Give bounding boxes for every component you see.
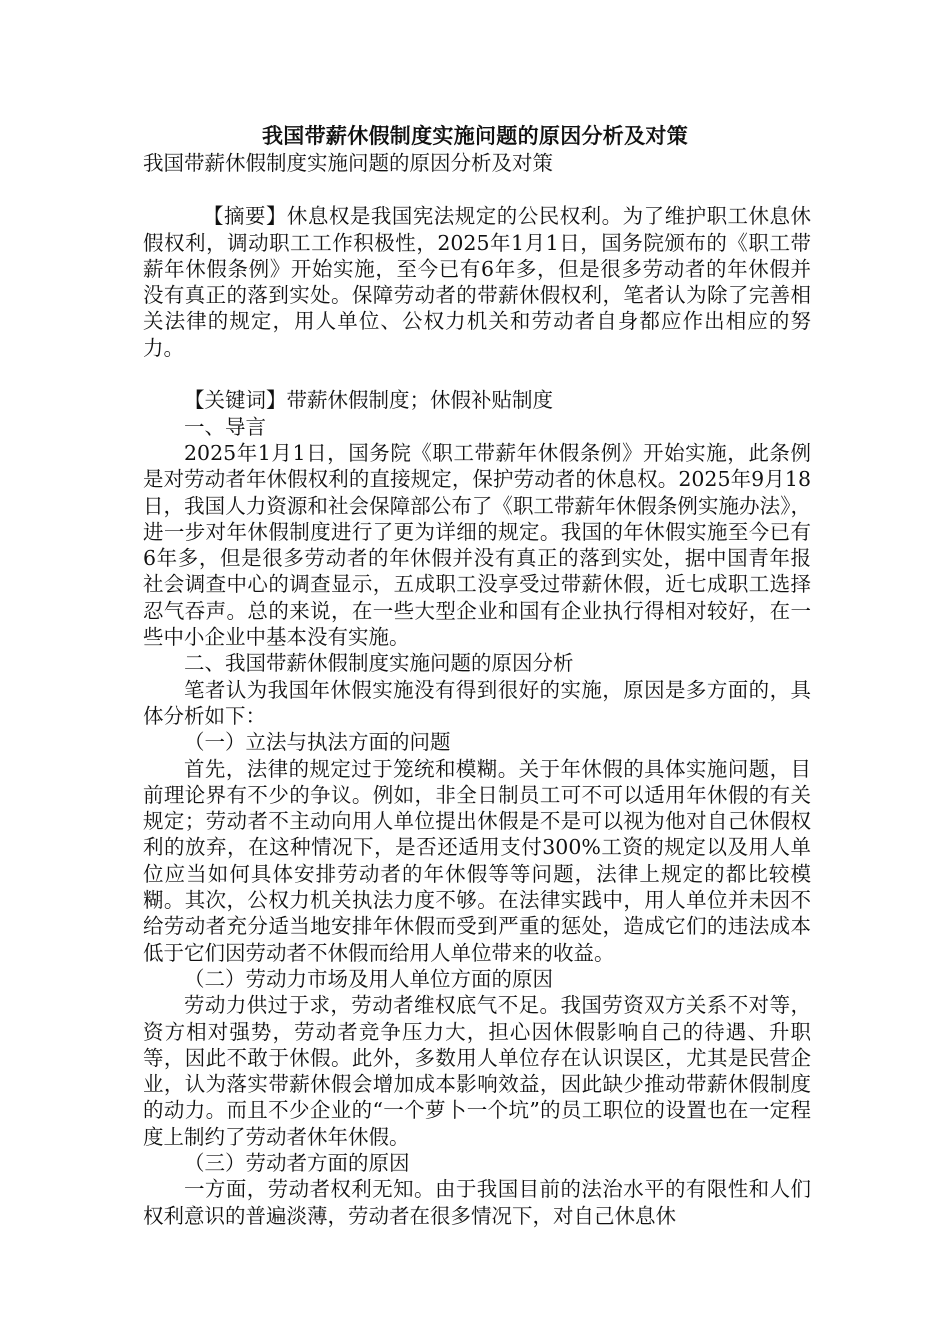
spacer [143,176,811,203]
body-paragraph: 2025年1月1日，国务院《职工带薪年休假条例》开始实施，此条例是对劳动者年休假权利的直接规定，保护劳动者的休息权。2025年9月18日，我国人力资源和社会保障部公布了《职工带薪年休假条例实施办法》，进一步对年休假制度进行了更为详细的规定。我国的年休假实施至今已有6年多，但是很多劳动者的年休假并没有真正的落到实处，据中国青年报社会调查中心的调查显示，五成职工没享受过带薪休假，近七成职工选择忍气吞声。总的来说，在一些大型企业和国有企业执行得相对较好，在一些中小企业中基本没有实施。 [143,440,811,650]
document-subtitle: 我国带薪休假制度实施问题的原因分析及对策 [143,151,553,175]
subsection-heading: （三）劳动者方面的原因 [184,1150,410,1175]
spacer [143,361,811,387]
body-paragraph: 一方面，劳动者权利无知。由于我国目前的法治水平的有限性和人们权利意识的普遍淡薄，劳动者在很多情况下，对自己休息休 [143,1177,811,1228]
body-paragraph: 首先，法律的规定过于笼统和模糊。关于年休假的具体实施问题，目前理论界有不少的争议。例如，非全日制员工可不可以适用年休假的有关规定；劳动者不主动向用人单位提出休假是不是可以视为他对自己休假权利的放弃，在这种情况下，是否还适用支付300%工资的规定以及用人单位应当如何具体安排劳动者的年休假等等问题，法律上规定的都比较模糊。其次，公权力机关执法力度不够。在法律实践中，用人单位并未因不给劳动者充分适当地安排年休假而受到严重的惩处，造成它们的违法成本低于它们因劳动者不休假而给用人单位带来的收益。 [143,756,811,965]
section-heading: 一、导言 [184,414,266,439]
subsection-heading: （一）立法与执法方面的问题 [184,730,451,755]
document-body [143,150,811,1229]
keywords-line: 【关键词】带薪休假制度；休假补贴制度 [184,388,553,413]
document-title: 我国带薪休假制度实施问题的原因分析及对策 [262,124,688,148]
subsection-heading: （二）劳动力市场及用人单位方面的原因 [184,966,553,991]
section-heading: 二、我国带薪休假制度实施问题的原因分析 [184,651,574,676]
body-paragraph: 劳动力供过于求，劳动者维权底气不足。我国劳资双方关系不对等，资方相对强势，劳动者竞争压力大，担心因休假影响自己的待遇、升职等，因此不敢于休假。此外，多数用人单位存在认识误区，尤其是民营企业，认为落实带薪休假会增加成本影响效益，因此缺少推动带薪休假制度的动力。而且不少企业的“一个萝卜一个坑”的员工职位的设置也在一定程度上制约了劳动者休年休假。 [143,993,811,1149]
body-paragraph: 笔者认为我国年休假实施没有得到很好的实施，原因是多方面的，具体分析如下： [143,677,811,728]
abstract-paragraph: 【摘要】休息权是我国宪法规定的公民权利。为了维护职工休息休假权利，调动职工工作积极性，2025年1月1日，国务院颁布的《职工带薪年休假条例》开始实施，至今已有6年多，但是很多劳动者的年休假并没有真正的落到实处。保障劳动者的带薪休假权利，笔者认为除了完善相关法律的规定，用人单位、公权力机关和劳动者自身都应作出相应的努力。 [143,204,811,360]
